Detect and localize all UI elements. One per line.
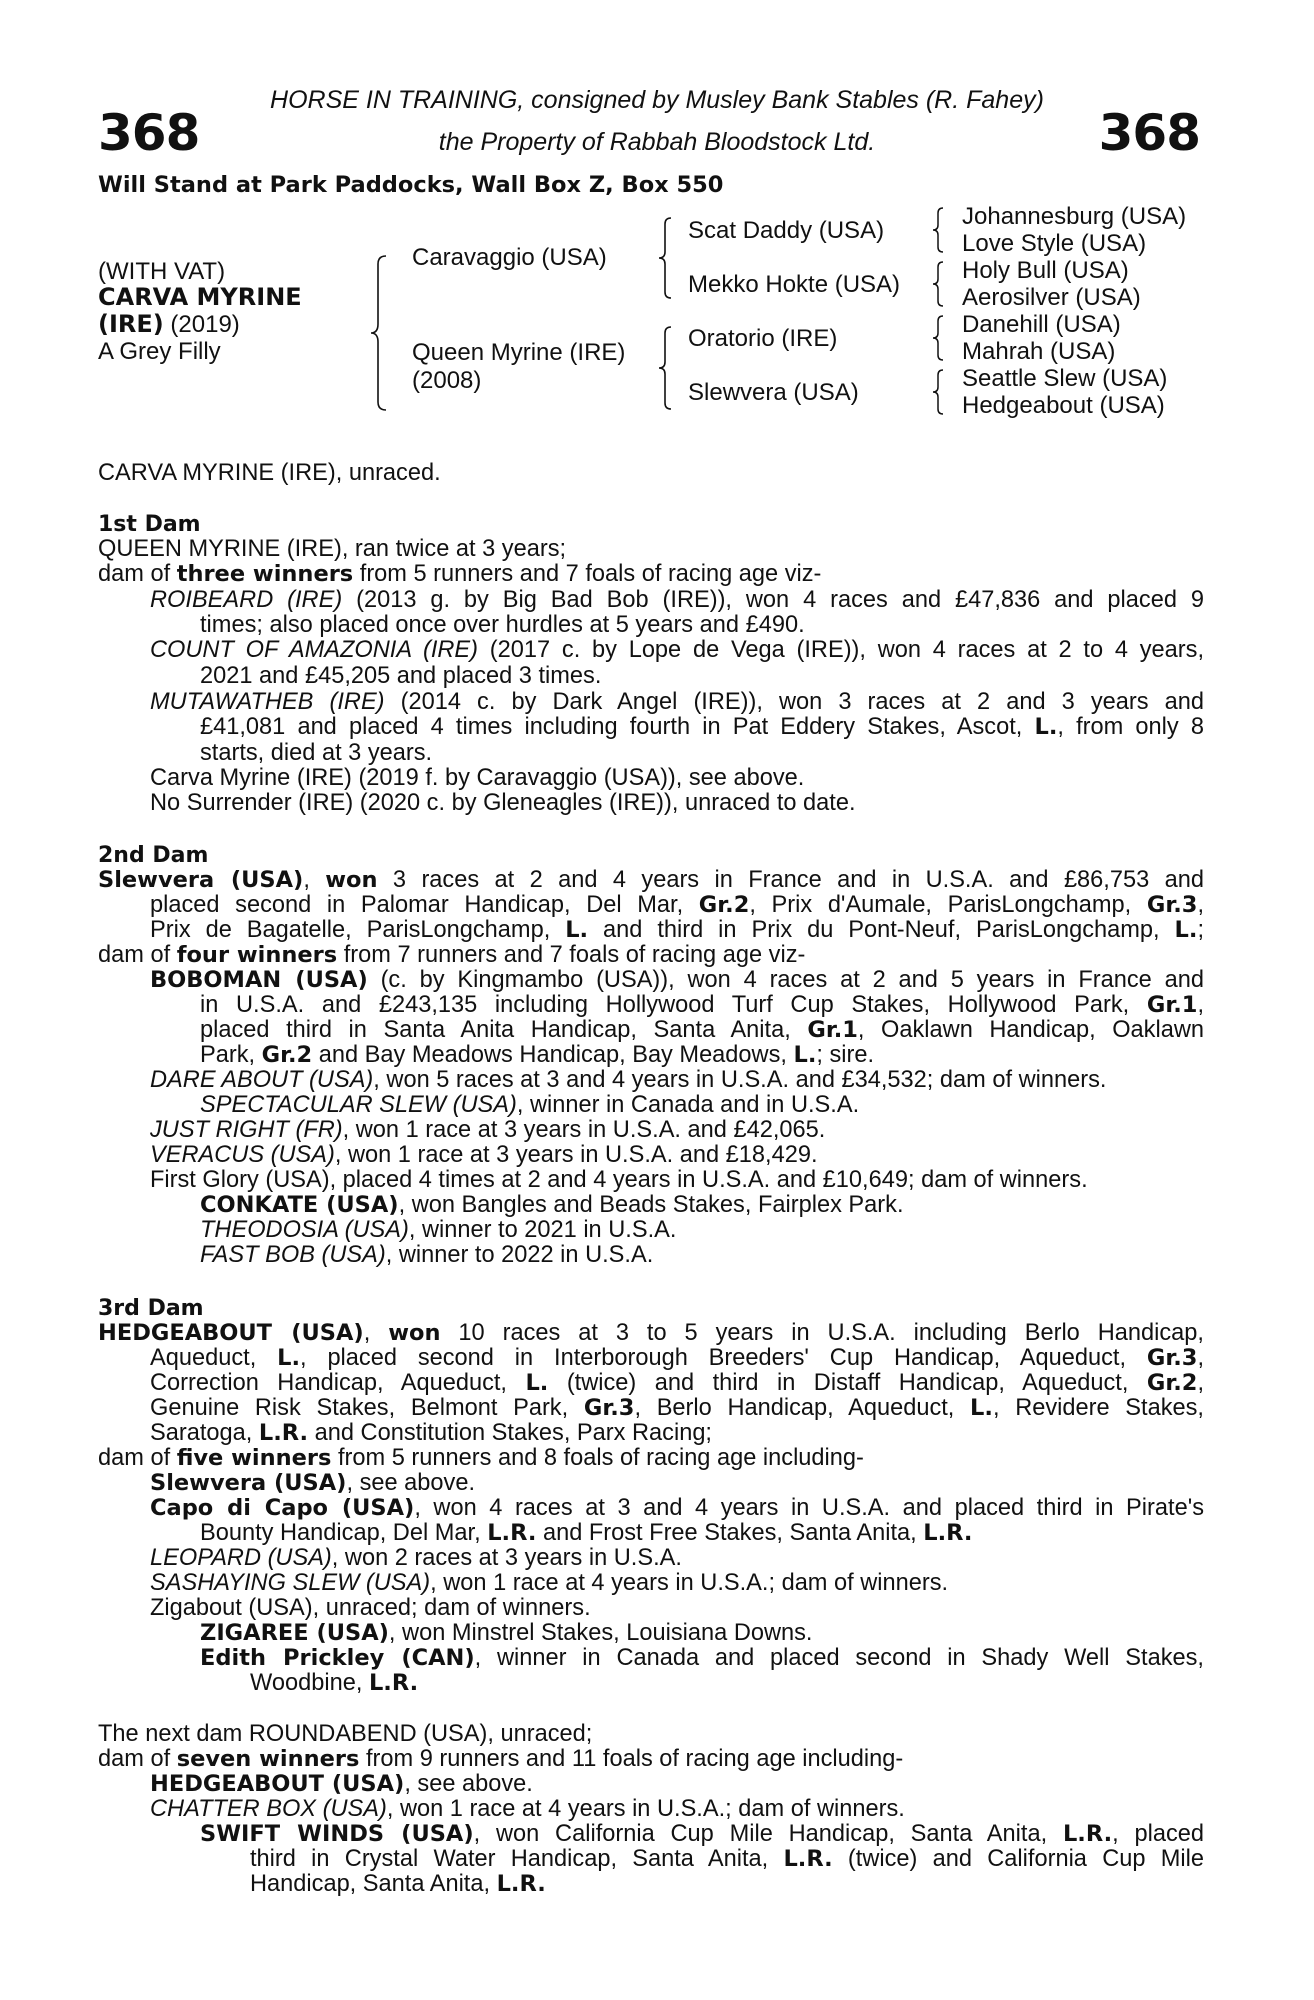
- produce-entry: DARE ABOUT (USA), won 5 races at 3 and 4 years in U.S.A. and £34,532; dam of winners.: [150, 1067, 1107, 1093]
- next-dam-line: The next dam ROUNDABEND (USA), unraced;: [98, 1721, 593, 1747]
- third-dam-produce-line: dam of five winners from 5 runners and 8 foals of racing age including-: [98, 1445, 864, 1471]
- produce-entry-cont: £41,081 and placed 4 times including fourth in Pat Eddery Stakes, Ascot, L., from only 8: [200, 714, 1204, 740]
- second-dam-produce-line: dam of four winners from 7 runners and 7 foals of racing age viz-: [98, 942, 806, 968]
- produce-entry-cont: 2021 and £45,205 and placed 3 times.: [200, 663, 602, 689]
- horse-year: (2019): [170, 311, 240, 338]
- horse-description: A Grey Filly: [98, 338, 221, 365]
- produce-entry-cont: times; also placed once over hurdles at 5 years and £490.: [200, 612, 805, 638]
- second-dam-line: placed second in Palomar Handicap, Del Mar, Gr.2, Prix d'Aumale, ParisLongchamp, Gr.3,: [150, 892, 1204, 918]
- produce-entry: JUST RIGHT (FR), won 1 race at 3 years in U.S.A. and £42,065.: [150, 1117, 826, 1143]
- third-dam-line: HEDGEABOUT (USA), won 10 races at 3 to 5 years in U.S.A. including Berlo Handicap,: [98, 1320, 1204, 1346]
- grand-produce-entry: FAST BOB (USA), winner to 2022 in U.S.A.: [200, 1242, 654, 1268]
- first-dam-produce-line: dam of three winners from 5 runners and 7 foals of racing age viz-: [98, 561, 822, 587]
- produce-entry-cont: Bounty Handicap, Del Mar, L.R. and Frost Free Stakes, Santa Anita, L.R.: [200, 1520, 973, 1546]
- sire-sire: Scat Daddy (USA): [688, 217, 885, 244]
- third-dam-line: Genuine Risk Stakes, Belmont Park, Gr.3, Berlo Handicap, Aqueduct, L., Revidere Stakes,: [150, 1395, 1204, 1421]
- dam-sire: Oratorio (IRE): [688, 325, 838, 352]
- grand-produce-entry-cont: Handicap, Santa Anita, L.R.: [250, 1871, 546, 1897]
- dam: Queen Myrine (IRE): [412, 339, 626, 366]
- grand-produce-entry-cont: Woodbine, L.R.: [250, 1670, 419, 1696]
- first-dam-line: QUEEN MYRINE (IRE), ran twice at 3 years;: [98, 536, 567, 562]
- produce-entry: No Surrender (IRE) (2020 c. by Gleneagles (IRE)), unraced to date.: [150, 790, 856, 816]
- produce-entry-cont: placed third in Santa Anita Handicap, Santa Anita, Gr.1, Oaklawn Handicap, Oaklawn: [200, 1017, 1204, 1043]
- grand-produce-entry: SWIFT WINDS (USA), won California Cup Mile Handicap, Santa Anita, L.R., placed: [200, 1821, 1204, 1847]
- third-dam-line: Aqueduct, L., placed second in Interborough Breeders' Cup Handicap, Aqueduct, Gr.3,: [150, 1345, 1204, 1371]
- g3-ancestor: Aerosilver (USA): [962, 284, 1141, 311]
- g3-ancestor: Hedgeabout (USA): [962, 392, 1165, 419]
- pedigree-bracket-g3-3: [930, 314, 946, 362]
- grand-produce-entry: ZIGAREE (USA), won Minstrel Stakes, Louisiana Downs.: [200, 1620, 813, 1646]
- horse-origin-year: [98, 311, 240, 338]
- produce-entry-cont: Park, Gr.2 and Bay Meadows Handicap, Bay Meadows, L.; sire.: [200, 1042, 875, 1068]
- g3-ancestor: Holy Bull (USA): [962, 257, 1129, 284]
- consignor-line: HORSE IN TRAINING, consigned by Musley Bank Stables (R. Fahey): [270, 86, 1044, 114]
- g3-ancestor: Love Style (USA): [962, 230, 1147, 257]
- second-dam-line: Slewvera (USA), won 3 races at 2 and 4 years in France and in U.S.A. and £86,753 and: [98, 867, 1204, 893]
- produce-entry: Zigabout (USA), unraced; dam of winners.: [150, 1595, 591, 1621]
- horse-country: (IRE): [98, 310, 164, 338]
- grand-produce-entry: Edith Prickley (CAN), winner in Canada and placed second in Shady Well Stakes,: [200, 1645, 1204, 1671]
- dam-year: (2008): [412, 367, 482, 394]
- sire: Caravaggio (USA): [412, 244, 607, 271]
- dam-dam: Slewvera (USA): [688, 379, 859, 406]
- pedigree-bracket-main: [368, 254, 390, 412]
- pedigree-bracket-g3-2: [930, 260, 946, 308]
- pedigree-bracket-sire: [656, 216, 674, 300]
- produce-entry: VERACUS (USA), won 1 race at 3 years in U.S.A. and £18,429.: [150, 1142, 818, 1168]
- pedigree-bracket-g3-4: [930, 368, 946, 416]
- next-dam-produce-line: dam of seven winners from 9 runners and 11 foals of racing age including-: [98, 1746, 904, 1772]
- lot-number-left: 368: [98, 104, 200, 162]
- produce-entry: First Glory (USA), placed 4 times at 2 and 4 years in U.S.A. and £10,649; dam of winners.: [150, 1167, 1088, 1193]
- g3-ancestor: Mahrah (USA): [962, 338, 1116, 365]
- produce-entry: BOBOMAN (USA) (c. by Kingmambo (USA)), won 4 races at 2 and 5 years in France and: [150, 967, 1204, 993]
- third-dam-heading: 3rd Dam: [98, 1296, 204, 1321]
- grand-produce-entry: SPECTACULAR SLEW (USA), winner in Canada and in U.S.A.: [200, 1092, 860, 1118]
- g3-ancestor: Danehill (USA): [962, 311, 1121, 338]
- grand-produce-entry-cont: third in Crystal Water Handicap, Santa Anita, L.R. (twice) and California Cup Mile: [250, 1846, 1204, 1872]
- produce-entry: COUNT OF AMAZONIA (IRE) (2017 c. by Lope de Vega (IRE)), won 4 races at 2 to 4 years,: [150, 637, 1205, 663]
- sire-dam: Mekko Hokte (USA): [688, 271, 901, 298]
- grand-produce-entry: THEODOSIA (USA), winner to 2021 in U.S.A.: [200, 1217, 677, 1243]
- vat-note: (WITH VAT): [98, 258, 226, 285]
- produce-entry: LEOPARD (USA), won 2 races at 3 years in U.S.A.: [150, 1545, 682, 1571]
- first-dam-heading: 1st Dam: [98, 512, 201, 537]
- third-dam-line: Saratoga, L.R. and Constitution Stakes, Parx Racing;: [150, 1420, 712, 1446]
- second-dam-line: Prix de Bagatelle, ParisLongchamp, L. and third in Prix du Pont-Neuf, ParisLongchamp, L.;: [150, 917, 1204, 943]
- pedigree-bracket-dam: [656, 325, 674, 411]
- produce-entry: HEDGEABOUT (USA), see above.: [150, 1771, 533, 1797]
- produce-entry-cont: in U.S.A. and £243,135 including Hollywood Turf Cup Stakes, Hollywood Park, Gr.1,: [200, 992, 1204, 1018]
- produce-entry: ROIBEARD (IRE) (2013 g. by Big Bad Bob (IRE)), won 4 races and £47,836 and placed 9: [150, 587, 1204, 613]
- lot-number-right: 368: [1098, 104, 1200, 162]
- second-dam-heading: 2nd Dam: [98, 843, 209, 868]
- g3-ancestor: Seattle Slew (USA): [962, 365, 1168, 392]
- owner-line: the Property of Rabbah Bloodstock Ltd.: [438, 128, 876, 156]
- horse-name: CARVA MYRINE: [98, 283, 302, 311]
- produce-entry-cont: starts, died at 3 years.: [200, 740, 433, 766]
- produce-entry: CHATTER BOX (USA), won 1 race at 4 years in U.S.A.; dam of winners.: [150, 1796, 905, 1822]
- pedigree-bracket-g3-1: [930, 206, 946, 254]
- produce-entry: MUTAWATHEB (IRE) (2014 c. by Dark Angel (IRE)), won 3 races at 2 and 3 years and: [150, 689, 1205, 715]
- produce-entry: Carva Myrine (IRE) (2019 f. by Caravaggio (USA)), see above.: [150, 765, 805, 791]
- produce-entry: SASHAYING SLEW (USA), won 1 race at 4 years in U.S.A.; dam of winners.: [150, 1570, 949, 1596]
- stand-location: Will Stand at Park Paddocks, Wall Box Z, Box 550: [98, 172, 724, 198]
- third-dam-line: Correction Handicap, Aqueduct, L. (twice) and third in Distaff Handicap, Aqueduct, Gr.2,: [150, 1370, 1204, 1396]
- produce-entry: Slewvera (USA), see above.: [150, 1470, 476, 1496]
- race-summary: CARVA MYRINE (IRE), unraced.: [98, 460, 441, 486]
- grand-produce-entry: CONKATE (USA), won Bangles and Beads Stakes, Fairplex Park.: [200, 1192, 904, 1218]
- g3-ancestor: Johannesburg (USA): [962, 203, 1187, 230]
- produce-entry: Capo di Capo (USA), won 4 races at 3 and 4 years in U.S.A. and placed third in Pirate's: [150, 1495, 1204, 1521]
